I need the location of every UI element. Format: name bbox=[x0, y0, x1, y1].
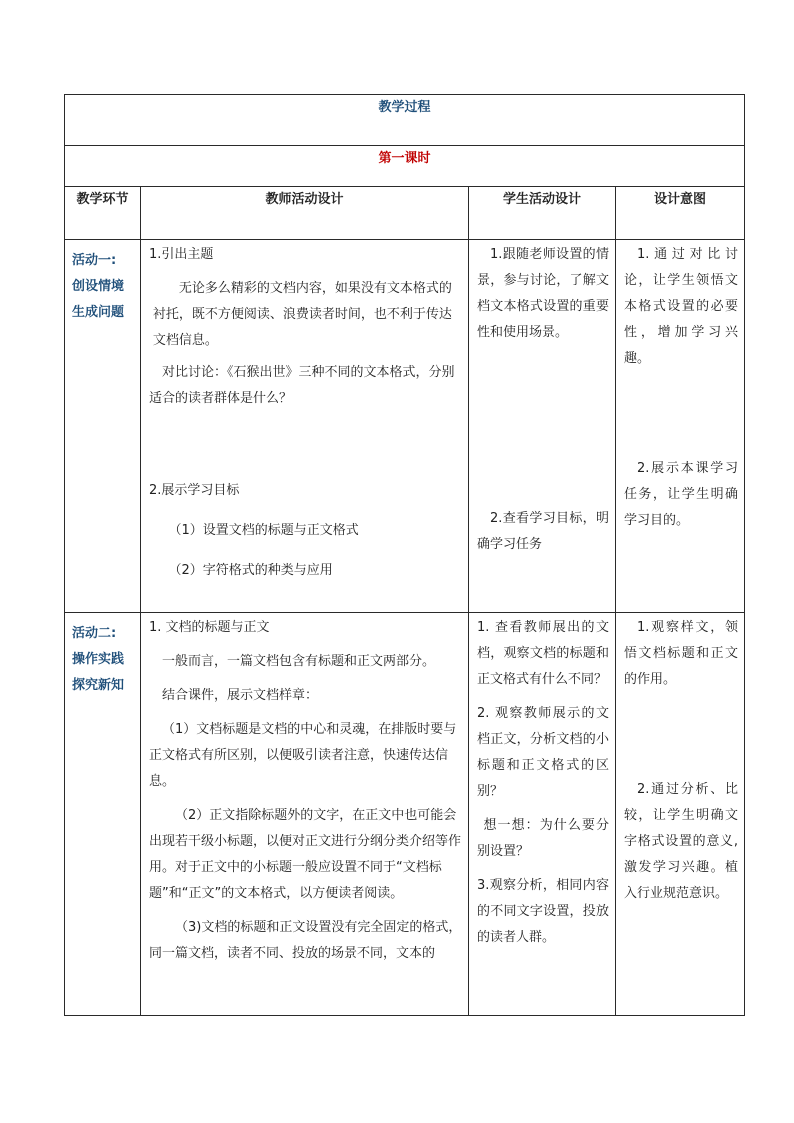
header-student: 学生活动设计 bbox=[469, 187, 616, 240]
paragraph: 无论多么精彩的文档内容，如果没有文本格式的衬托，既不方便阅读、浪费读者时间，也不利于传达文档信息。 bbox=[152, 281, 452, 348]
paragraph: 1. 查看教师展出的文档，观察文档的标题和正文格式有什么不同？ bbox=[477, 620, 609, 687]
paragraph: 1. 文档的标题与正文 bbox=[149, 620, 270, 635]
table-title: 教学过程 bbox=[65, 95, 745, 146]
paragraph: 一般而言，一篇文档包含有标题和正文两部分。 bbox=[162, 654, 436, 669]
activity-row bbox=[65, 240, 745, 613]
paragraph: 结合课件，展示文档样章： bbox=[162, 688, 319, 703]
paragraph: 想一想：为什么要分别设置？ bbox=[477, 818, 609, 859]
stage-line: 生成问题 bbox=[72, 305, 125, 320]
paragraph: （3)文档的标题和正文设置没有完全固定的格式，同一篇文档，读者不同、投放的场景不同，文本的 bbox=[149, 920, 462, 961]
paragraph: （2）正文指除标题外的文字，在正文中也可能会出现若干级小标题，以便对正文进行分纲分类介绍等作用。对于正文中的小标题一般应设置不同于“文档标题”和“正文”的文本格式，以方便读者阅读。 bbox=[149, 808, 462, 901]
lesson-process-table bbox=[64, 94, 745, 1016]
stage-line: 操作实践 bbox=[72, 652, 125, 667]
paragraph: 2. 观察教师展示的文档正文，分析文档的小标题和正文格式的区别？ bbox=[477, 706, 609, 799]
paragraph: （1）设置文档的标题与正文格式 bbox=[168, 523, 359, 538]
paragraph: 1.通过对比讨论，让学生领悟文本格式设置的必要性，增加学习兴趣。 bbox=[624, 247, 739, 366]
paragraph: 对比讨论：《石猴出世》三种不同的文本格式，分别适合的读者群体是什么？ bbox=[149, 365, 455, 406]
design-intent-cell bbox=[616, 613, 745, 1016]
header-stage: 教学环节 bbox=[65, 187, 141, 240]
stage-line: 探究新知 bbox=[72, 678, 125, 693]
header-intent: 设计意图 bbox=[616, 187, 745, 240]
teacher-activity-cell bbox=[141, 240, 469, 613]
activity-row bbox=[65, 613, 745, 1016]
stage-line: 活动二: bbox=[72, 626, 117, 641]
paragraph: 3.观察分析，相同内容的不同文字设置，投放的读者人群。 bbox=[477, 878, 609, 945]
activity-stage-cell bbox=[65, 613, 141, 1016]
paragraph: 1.观察样文，领悟文档标题和正文的作用。 bbox=[624, 620, 739, 687]
paragraph: 2.通过分析、比较，让学生明确文字格式设置的意义,激发学习兴趣。植入行业规范意识。 bbox=[624, 782, 739, 901]
session-title: 第一课时 bbox=[65, 146, 745, 187]
paragraph: （1）文档标题是文档的中心和灵魂，在排版时要与正文格式有所区别，以便吸引读者注意，快速传达信息。 bbox=[149, 722, 457, 789]
student-activity-cell bbox=[469, 240, 616, 613]
paragraph: 2.展示学习目标 bbox=[149, 483, 240, 498]
paragraph: 2.展示本课学习任务，让学生明确学习目的。 bbox=[624, 461, 739, 528]
activity-stage-cell bbox=[65, 240, 141, 613]
teacher-activity-cell bbox=[141, 613, 469, 1016]
header-teacher: 教师活动设计 bbox=[141, 187, 469, 240]
student-activity-cell bbox=[469, 613, 616, 1016]
design-intent-cell bbox=[616, 240, 745, 613]
paragraph: （2）字符格式的种类与应用 bbox=[168, 563, 333, 578]
stage-line: 创设情境 bbox=[72, 279, 125, 294]
paragraph: 1.引出主题 bbox=[149, 247, 214, 262]
paragraph: 1.跟随老师设置的情景，参与讨论，了解文档文本格式设置的重要性和使用场景。 bbox=[477, 247, 609, 340]
paragraph: 2.查看学习目标，明确学习任务 bbox=[477, 511, 609, 552]
stage-line: 活动一: bbox=[72, 253, 117, 268]
